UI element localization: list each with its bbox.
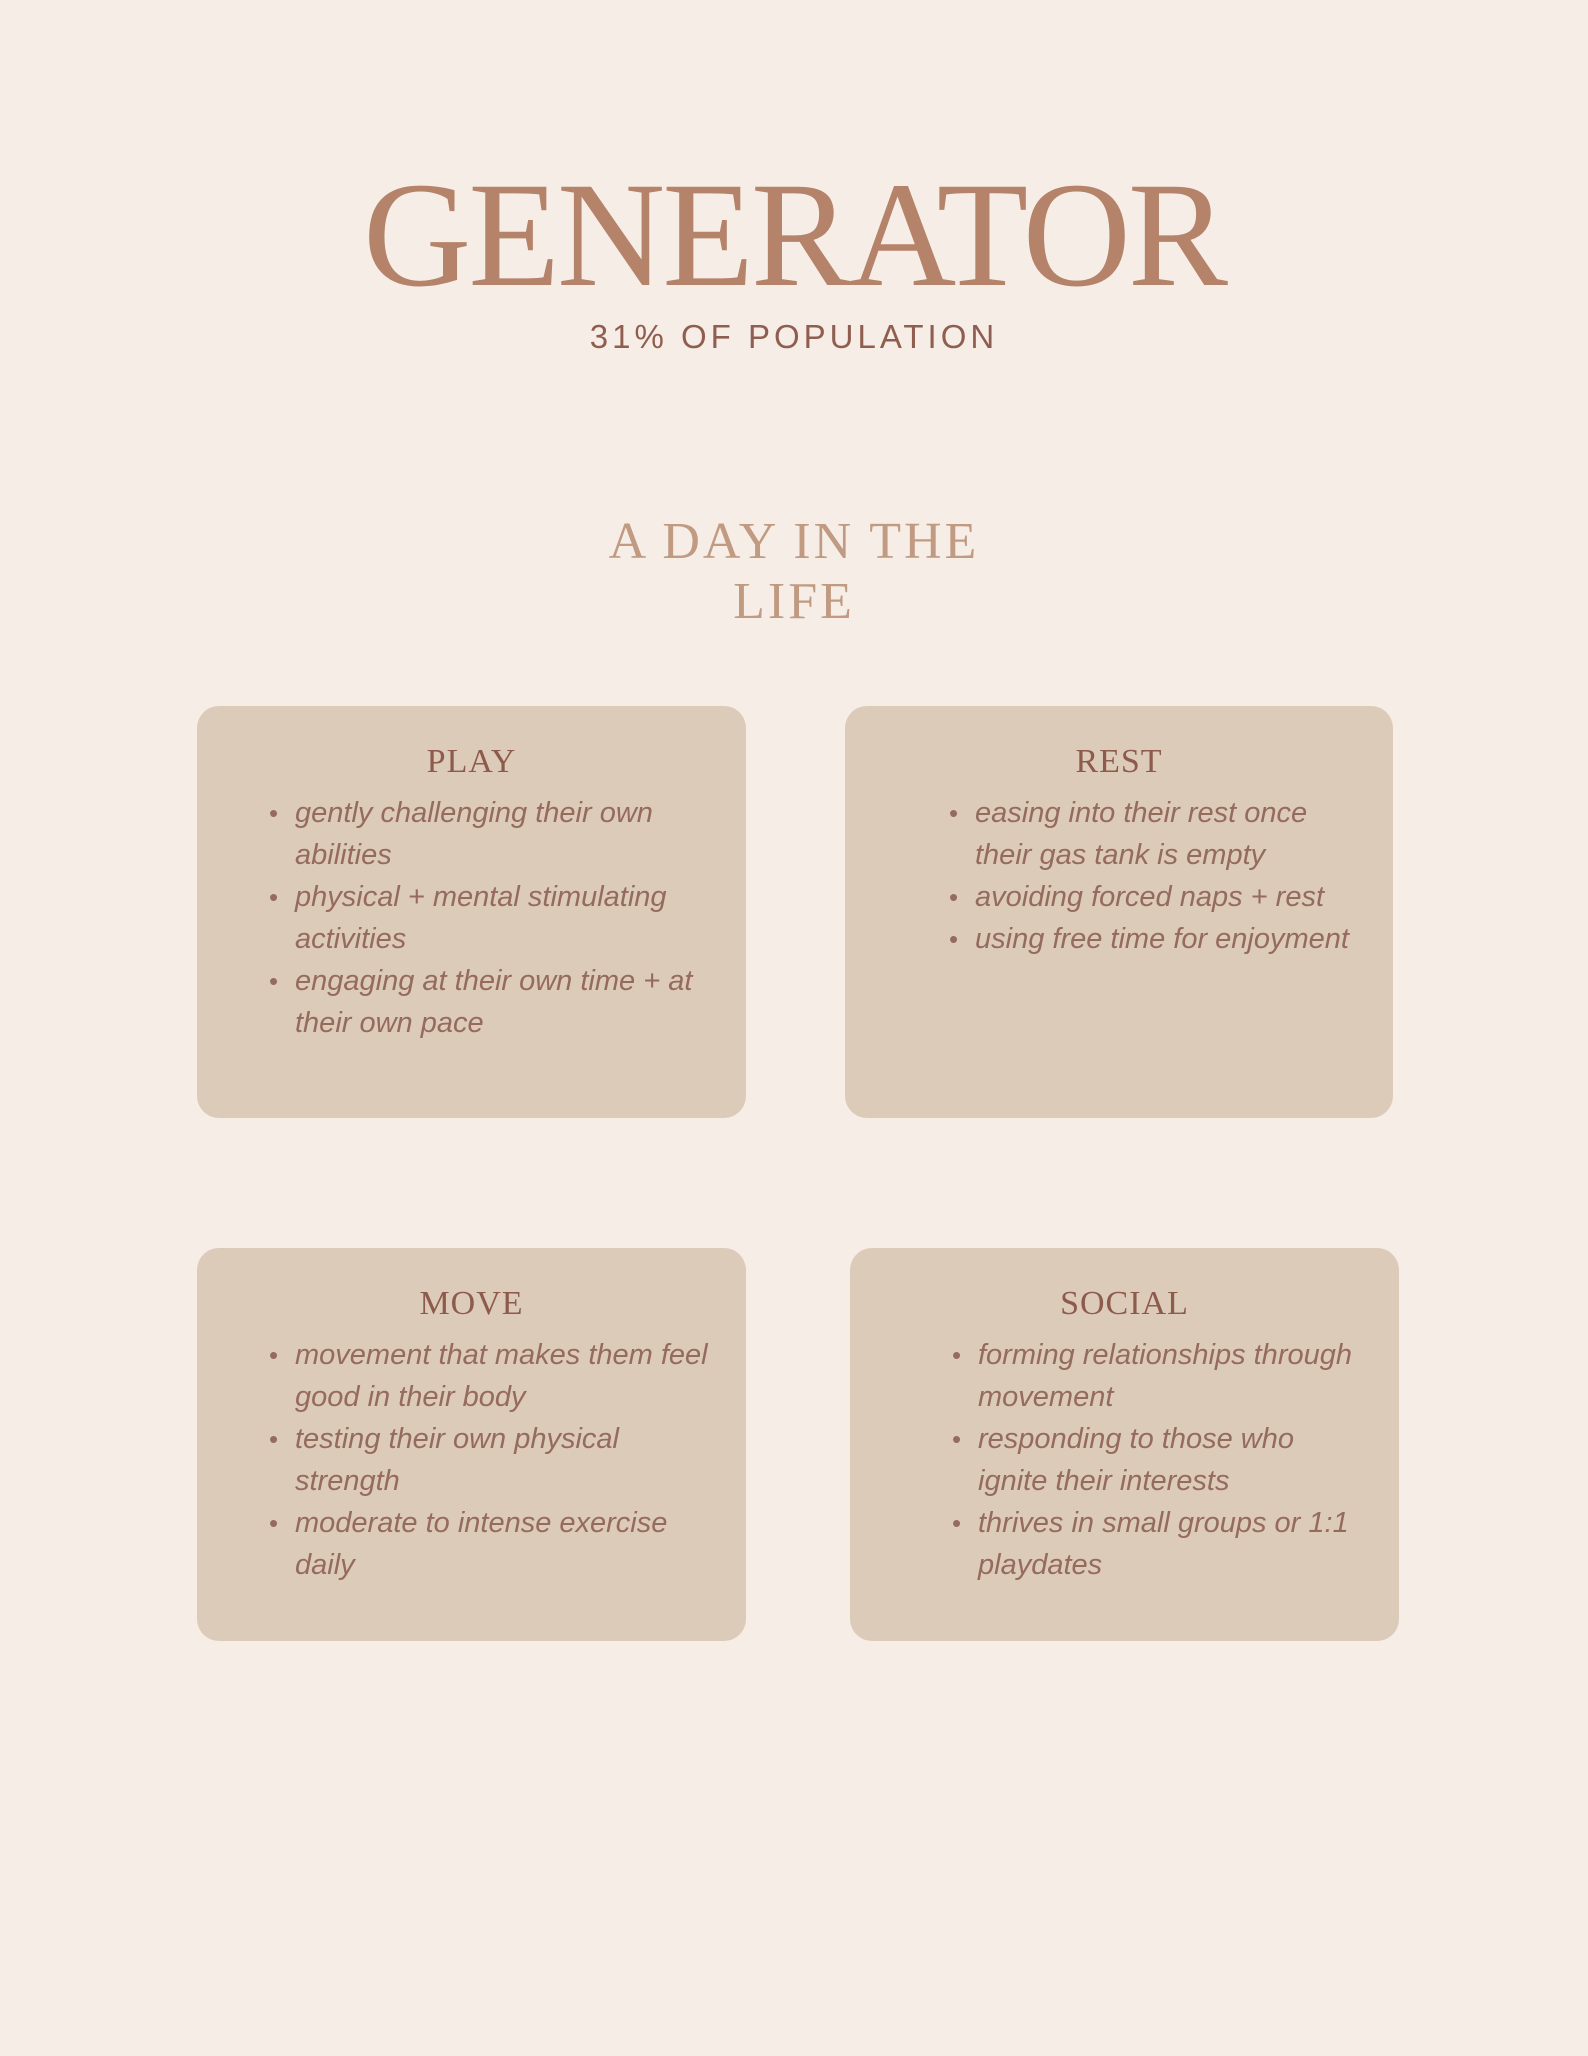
bullet-icon: • (952, 1508, 962, 1538)
list-item-text: using free time for enjoyment (975, 923, 1349, 955)
list-item-text: movement that makes them feel good in their body (295, 1339, 708, 1413)
list-item-text: responding to those who ignite their interests (978, 1423, 1294, 1497)
list-item (949, 792, 1355, 876)
play-card (197, 706, 746, 1118)
card-list (269, 1334, 715, 1586)
list-item (949, 876, 1355, 918)
bullet-icon: • (952, 1424, 962, 1454)
social-card (850, 1248, 1399, 1641)
bullet-icon: • (269, 1508, 279, 1538)
list-item (269, 1418, 715, 1502)
card-list (269, 792, 715, 1044)
list-item (269, 1502, 715, 1586)
list-item (269, 876, 715, 960)
list-item (949, 918, 1355, 960)
rest-card (845, 706, 1393, 1118)
list-item-text: avoiding forced naps + rest (975, 881, 1325, 913)
list-item-text: physical + mental stimulating activities (295, 881, 667, 955)
list-item-text: easing into their rest once their gas tank is empty (975, 797, 1308, 871)
bullet-icon: • (269, 1424, 279, 1454)
card-title: PLAY (426, 743, 517, 780)
list-item (952, 1334, 1358, 1418)
bullet-icon: • (949, 882, 959, 912)
card-title: MOVE (419, 1285, 524, 1322)
list-item-text: engaging at their own time + at their own pace (295, 965, 693, 1039)
list-item-text: gently challenging their own abilities (295, 797, 653, 871)
list-item-text: moderate to intense exercise daily (295, 1507, 668, 1581)
bullet-icon: • (269, 882, 279, 912)
list-item-text: forming relationships through movement (978, 1339, 1352, 1413)
list-item-text: thrives in small groups or 1:1 playdates (978, 1507, 1349, 1581)
move-card (197, 1248, 746, 1641)
section-heading-line-2: LIFE (733, 573, 855, 630)
card-title: SOCIAL (1060, 1285, 1189, 1322)
list-item (269, 960, 715, 1044)
page-title: GENERATOR (363, 152, 1225, 318)
bullet-icon: • (269, 798, 279, 828)
list-item-text: testing their own physical strength (295, 1423, 619, 1497)
card-title: REST (1075, 743, 1163, 780)
population-subtitle: 31% OF POPULATION (589, 318, 999, 355)
card-list (949, 792, 1355, 960)
list-item (952, 1502, 1358, 1586)
section-heading (544, 512, 1044, 632)
list-item (952, 1418, 1358, 1502)
bullet-icon: • (949, 798, 959, 828)
bullet-icon: • (269, 1340, 279, 1370)
card-list (952, 1334, 1358, 1586)
bullet-icon: • (269, 966, 279, 996)
bullet-icon: • (949, 924, 959, 954)
list-item (269, 1334, 715, 1418)
section-heading-line-1: A DAY IN THE (608, 513, 980, 570)
bullet-icon: • (952, 1340, 962, 1370)
list-item (269, 792, 715, 876)
